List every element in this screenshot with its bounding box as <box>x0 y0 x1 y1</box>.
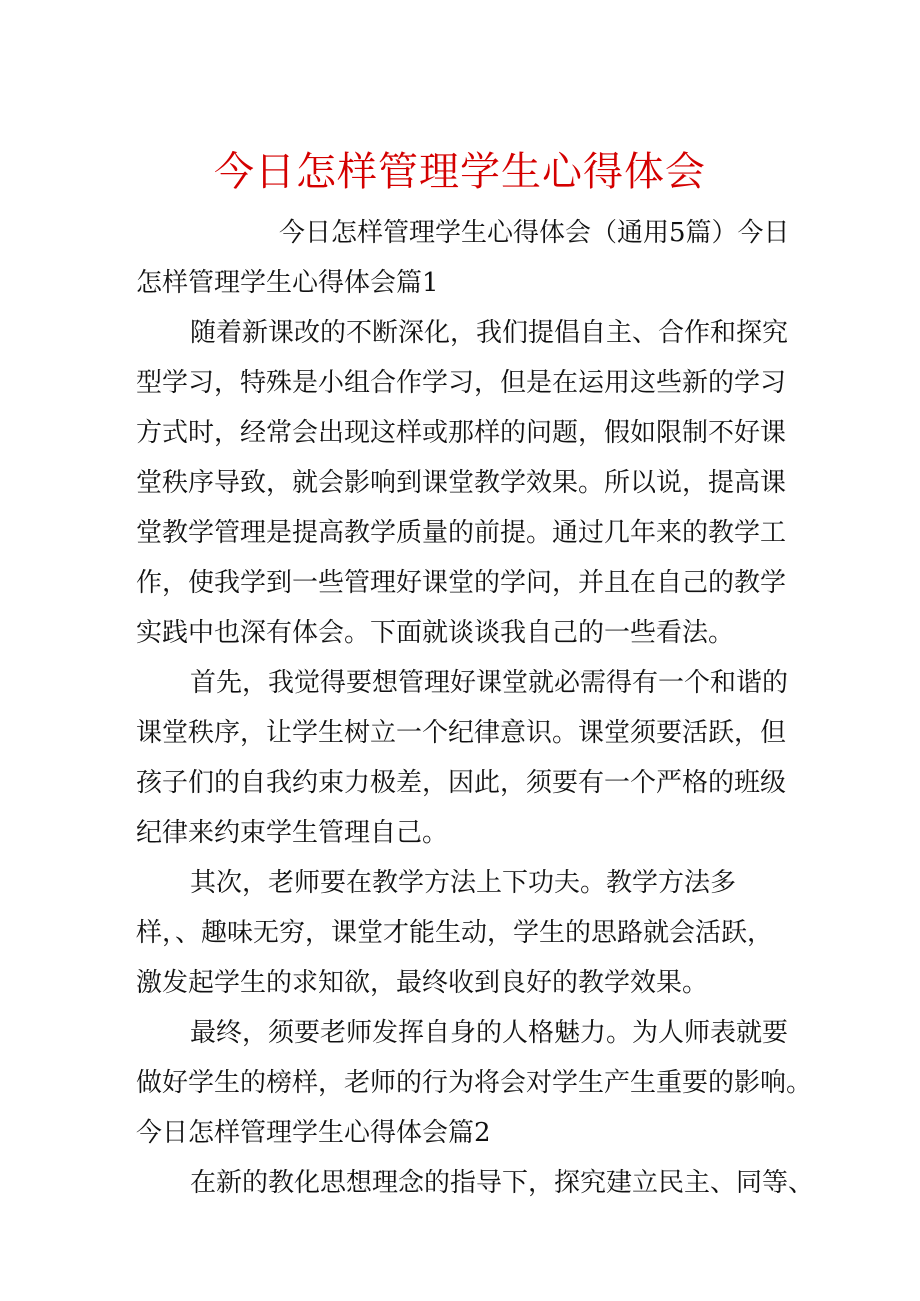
text-line: 实践中也深有体会。下面就谈谈我自己的一些看法。 <box>136 618 735 648</box>
text-line: 纪律来约束学生管理自己。 <box>136 818 449 848</box>
text-line: 型学习，特殊是小组合作学习，但是在运用这些新的学习 <box>136 368 787 398</box>
text-line: 堂秩序导致，就会影响到课堂教学效果。所以说，提高课 <box>136 468 787 498</box>
text-line: 作，使我学到一些管理好课堂的学问，并且在自己的教学 <box>136 568 787 598</box>
text-line: 首先，我觉得要想管理好课堂就必需得有一个和谐的 <box>190 668 789 698</box>
text-line: 做好学生的榜样，老师的行为将会对学生产生重要的影响。 <box>136 1068 813 1098</box>
text-line: 孩子们的自我约束力极差，因此，须要有一个严格的班级 <box>136 768 787 798</box>
text-line: 最终，须要老师发挥自身的人格魅力。为人师表就要 <box>190 1018 789 1048</box>
text-line: 怎样管理学生心得体会篇1 <box>136 268 439 298</box>
text-line: 课堂秩序，让学生树立一个纪律意识。课堂须要活跃，但 <box>136 718 787 748</box>
text-line: 今日怎样管理学生心得体会（通用5篇）今日 <box>279 218 790 248</box>
text-line: 样，、趣味无穷，课堂才能生动，学生的思路就会活跃， <box>136 918 774 948</box>
text-line: 随着新课改的不断深化，我们提倡自主、合作和探究 <box>190 318 789 348</box>
text-line: 方式时，经常会出现这样或那样的问题，假如限制不好课 <box>136 418 787 448</box>
text-line: 其次，老师要在教学方法上下功夫。教学方法多 <box>190 868 737 898</box>
text-line: 今日怎样管理学生心得体会篇2 <box>136 1118 491 1148</box>
text-line: 在新的教化思想理念的指导下，探究建立民主、同等、 <box>190 1168 815 1198</box>
text-line: 堂教学管理是提高教学质量的前提。通过几年来的教学工 <box>136 518 787 548</box>
text-line: 激发起学生的求知欲，最终收到良好的教学效果。 <box>136 968 709 998</box>
document-title: 今日怎样管理学生心得体会 <box>214 149 706 195</box>
